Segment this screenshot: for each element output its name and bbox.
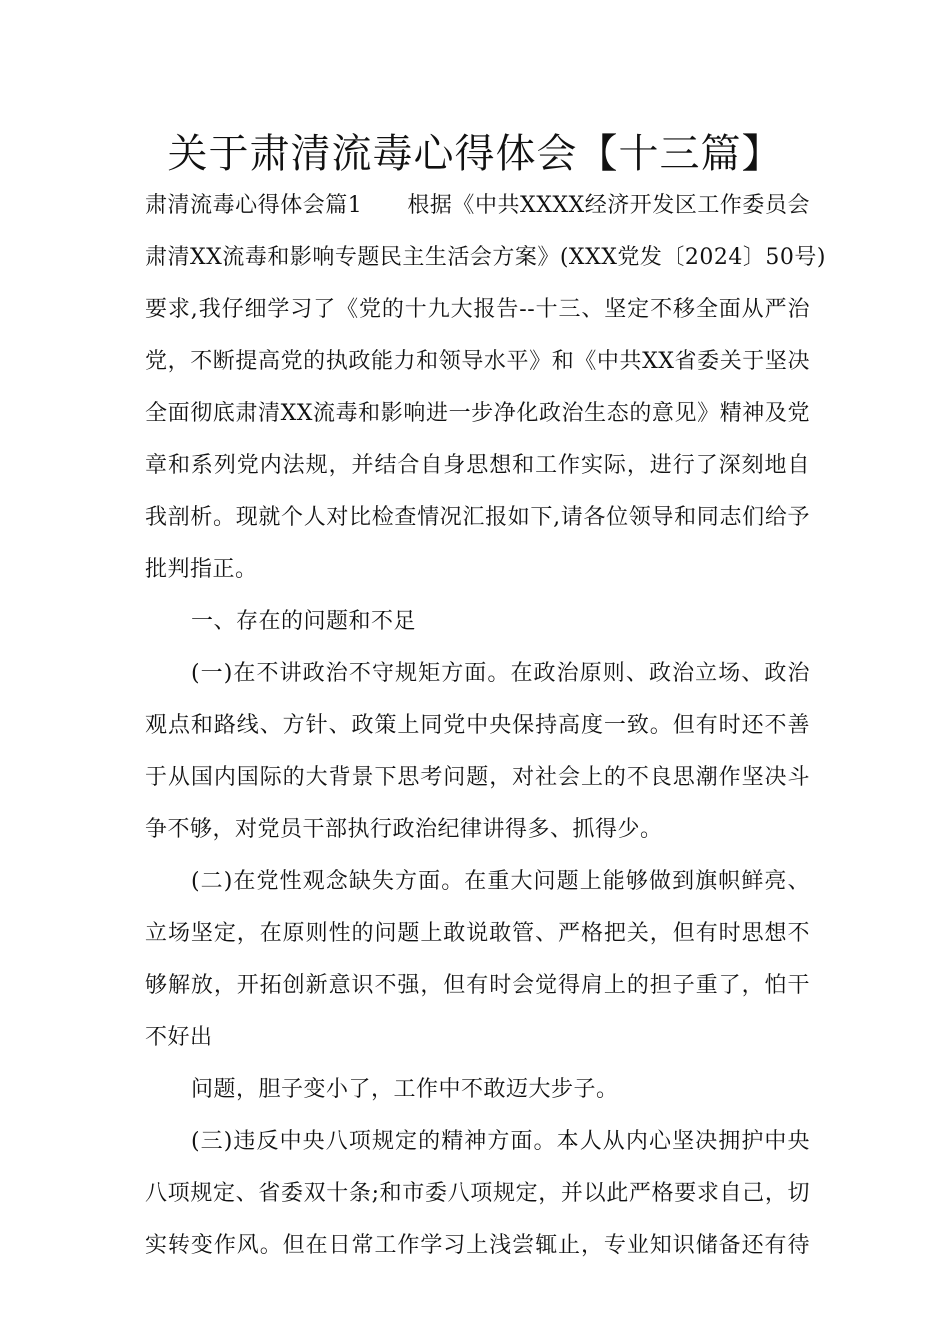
body-line: 章和系列党内法规，并结合自身思想和工作实际，进行了深刻地自 (145, 453, 810, 478)
body-line: 于从国内国际的大背景下思考问题，对社会上的不良思潮作坚决斗 (145, 765, 810, 790)
body-line: 观点和路线、方针、政策上同党中央保持高度一致。但有时还不善 (145, 713, 810, 738)
body-line: 要求,我仔细学习了《党的十九大报告--十三、坚定不移全面从严治 (145, 297, 810, 322)
body-line: (一)在不讲政治不守规矩方面。在政治原则、政治立场、政治 (191, 661, 810, 686)
body-line: 我剖析。现就个人对比检查情况汇报如下,请各位领导和同志们给予 (145, 505, 810, 530)
body-line: 问题，胆子变小了，工作中不敢迈大步子。 (191, 1077, 619, 1102)
body-line: 八项规定、省委双十条;和市委八项规定，并以此严格要求自己，切 (145, 1181, 810, 1206)
body-line: 肃清XX流毒和影响专题民主生活会方案》(XXX党发〔2024〕50号) (145, 245, 826, 270)
body-line: 实转变作风。但在日常工作学习上浅尝辄止，专业知识储备还有待 (145, 1233, 810, 1258)
body-line: 批判指正。 (145, 557, 258, 582)
body-line: 立场坚定，在原则性的问题上敢说敢管、严格把关，但有时思想不 (145, 921, 810, 946)
body-line: (三)违反中央八项规定的精神方面。本人从内心坚决拥护中央 (191, 1129, 810, 1154)
document-body (145, 180, 826, 1272)
body-line: (二)在党性观念缺失方面。在重大问题上能够做到旗帜鲜亮、 (191, 869, 810, 894)
body-line: 争不够，对党员干部执行政治纪律讲得多、抓得少。 (145, 817, 663, 842)
body-line: 够解放，开拓创新意识不强，但有时会觉得肩上的担子重了，怕干 (145, 973, 810, 998)
document-title: 关于肃清流毒心得体会【十三篇】 (167, 131, 783, 177)
body-line: 党，不断提高党的执政能力和领导水平》和《中共XX省委关于坚决 (145, 349, 810, 374)
body-line: 肃清流毒心得体会篇1 根据《中共XXXX经济开发区工作委员会 (145, 193, 810, 218)
body-line: 不好出 (145, 1025, 213, 1050)
section-heading: 一、存在的问题和不足 (191, 609, 417, 634)
body-line: 全面彻底肃清XX流毒和影响进一步净化政治生态的意见》精神及党 (145, 401, 810, 426)
